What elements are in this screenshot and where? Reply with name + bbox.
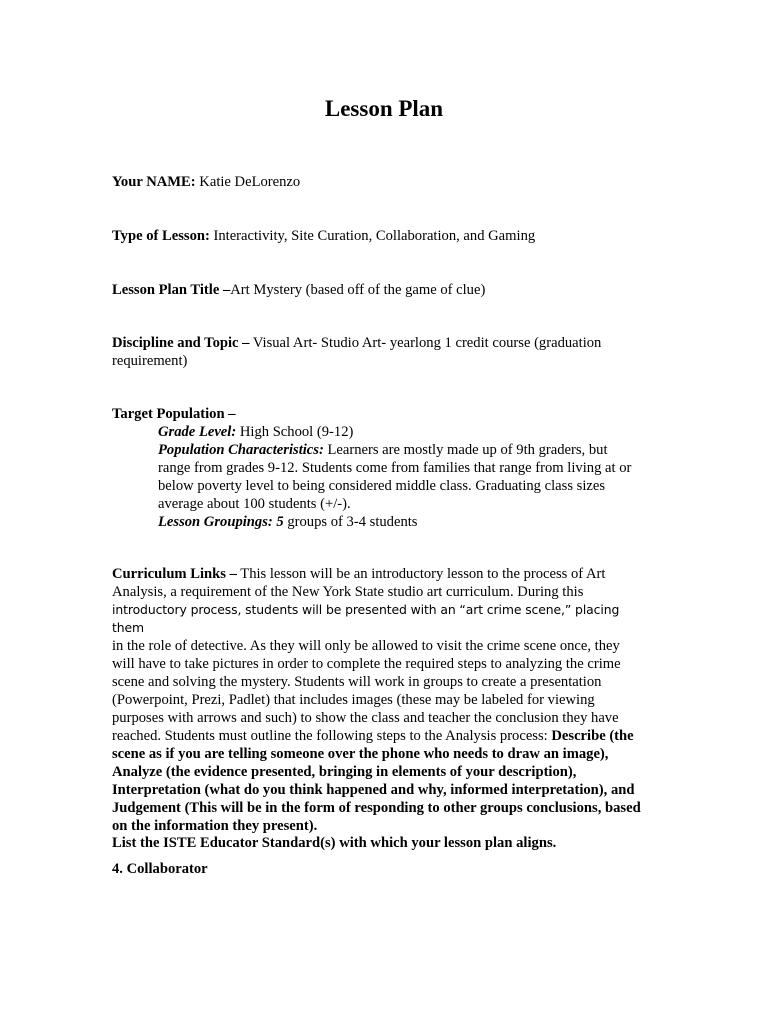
grade-level-line — [112, 423, 642, 441]
population-label: Population Characteristics: — [158, 442, 324, 458]
name-field — [112, 173, 642, 191]
standard-heading: 4. Collaborator — [112, 861, 208, 877]
population-line1: Learners are mostly made up of 9th graders, but — [323, 442, 608, 458]
curriculum-line2: Analysis, a requirement of the New York State studio art curriculum. During this — [112, 584, 584, 600]
page-title: Lesson Plan — [324, 96, 444, 121]
lesson-groupings-label: Lesson Groupings: 5 — [158, 514, 284, 530]
target-population-label: Target Population – — [112, 406, 236, 422]
plan-title-label: Lesson Plan Title – — [112, 282, 231, 298]
curriculum-label: Curriculum Links – — [112, 566, 237, 582]
discipline-value: Visual Art- Studio Art- yearlong 1 credit course (graduation requirement) — [112, 335, 602, 369]
grade-level-value: High School (9-12) — [236, 424, 354, 440]
name-value: Katie DeLorenzo — [195, 174, 301, 190]
lesson-groupings-line — [112, 513, 642, 531]
curriculum-line3: introductory process, students will be presented with an “art crime scene,” placing them — [112, 602, 620, 635]
curriculum-links-section — [112, 565, 642, 835]
discipline-field — [112, 334, 642, 370]
lesson-type-value: Interactivity, Site Curation, Collaboration, and Gaming — [209, 228, 536, 244]
analysis-steps: Describe (the scene as if you are telling someone over the phone who needs to draw an image), Analyze (the evidence presented, bringing in elements of your description), Interpretation (what do you think happened and why, informed interpretation), and Judgement (This will be in the form of responding to other groups conclusions, based on the information they present). — [112, 728, 641, 834]
iste-prompt: List the ISTE Educator Standard(s) with which your lesson plan aligns. — [112, 835, 557, 851]
population-rest: range from grades 9-12. Students come from families that range from living at or below poverty level to being considered middle class. Graduating class sizes average about 100 students (+/-). — [158, 460, 632, 512]
population-characteristics — [112, 441, 642, 513]
grade-level-label: Grade Level: — [158, 424, 237, 440]
curriculum-rest: in the role of detective. As they will only be allowed to visit the crime scene once, they will have to take pictures in order to complete the required steps to analyzing the crime scene and solving the mystery. Students will work in groups to create a presentation (Powerpoint, Prezi, Padlet) that includes images (these may be labeled for viewing purposes with arrows and such) to show the class and teacher the conclusion they have reached. Students must outline the following steps to the Analysis process: — [112, 638, 621, 744]
name-label: Your NAME: — [112, 174, 196, 190]
lesson-groupings-value: groups of 3-4 students — [283, 514, 418, 530]
plan-title-field — [112, 281, 642, 299]
lesson-type-label: Type of Lesson: — [112, 228, 210, 244]
curriculum-body — [112, 637, 642, 835]
lesson-type-field — [112, 227, 642, 245]
curriculum-line1: This lesson will be an introductory lesson to the process of Art — [236, 566, 606, 582]
target-population-section — [112, 405, 642, 531]
plan-title-value: Art Mystery (based off of the game of clue) — [230, 282, 486, 298]
discipline-label: Discipline and Topic – — [112, 335, 250, 351]
